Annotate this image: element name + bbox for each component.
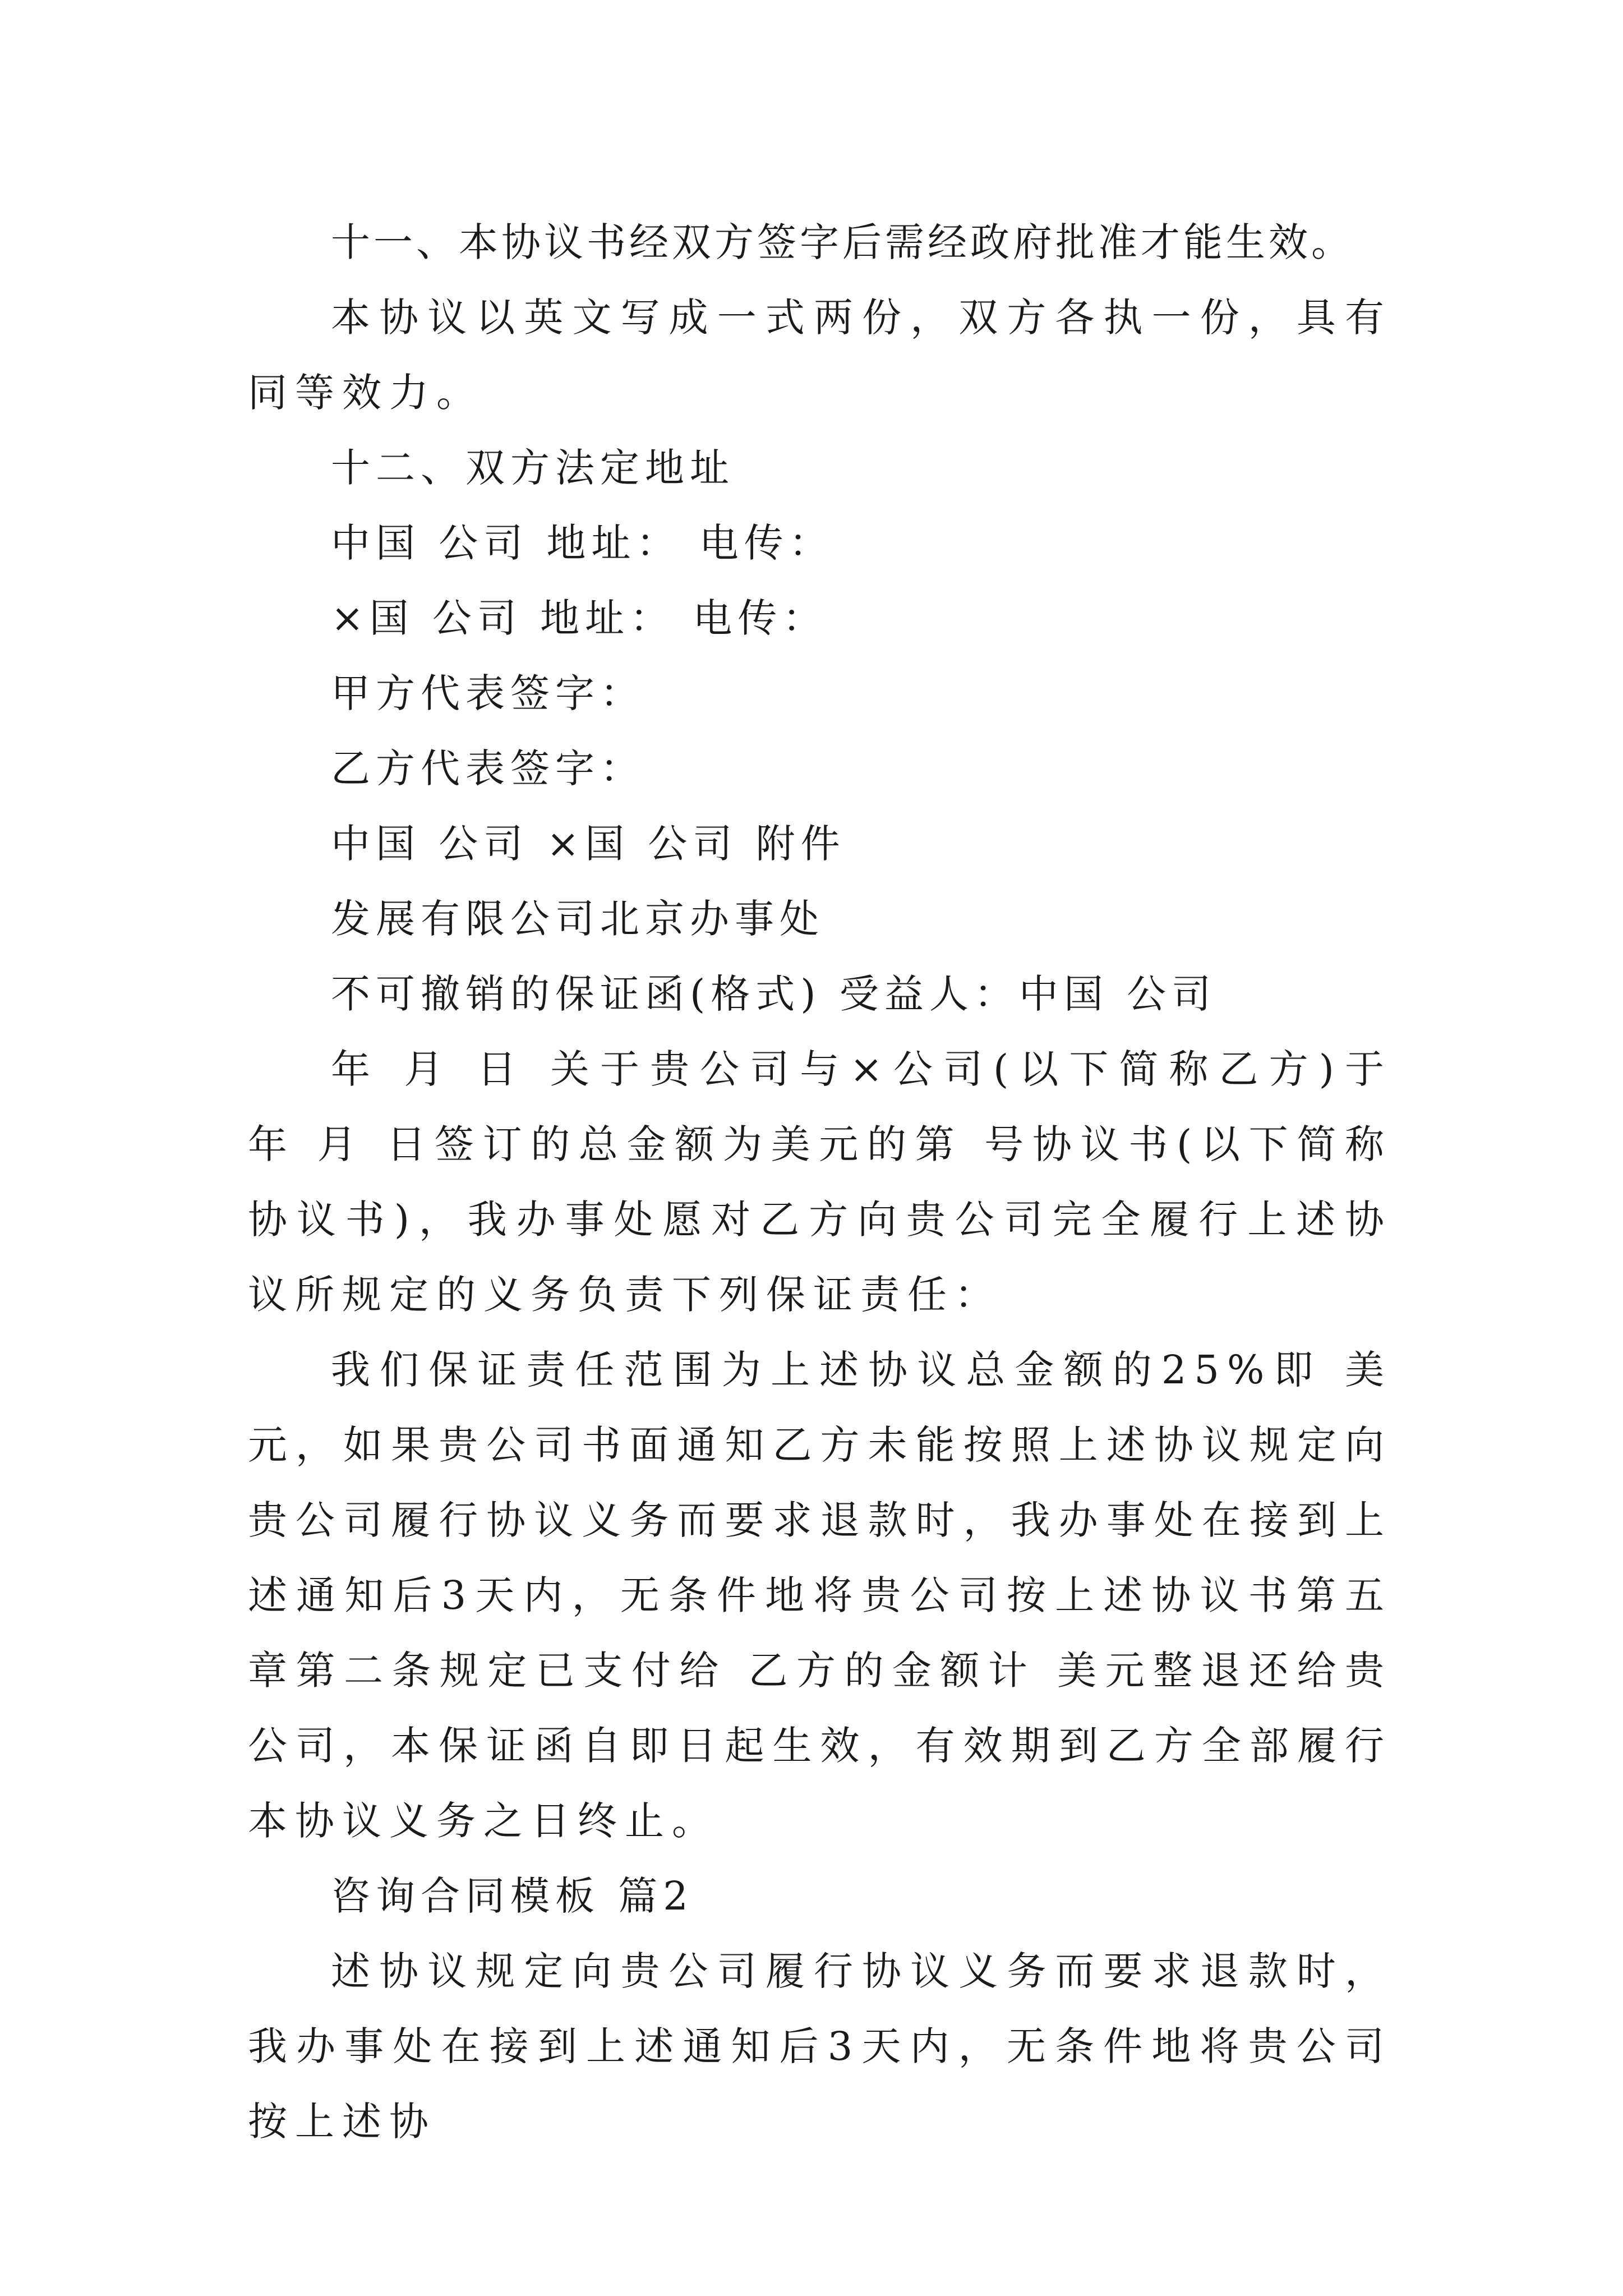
paragraph-guarantee-letter-title: 不可撤销的保证函(格式) 受益人：中国 公司 [331,971,1217,1017]
paragraph-foreign-company-address: ×国 公司 地址： 电传： [331,595,828,641]
paragraph-guarantee-intro: 年 月 日 关于贵公司与×公司(以下简称乙方)于 年 月 日签订的总金额为美元的第 号协议书(以下简称协议书)，我办事处愿对乙方向贵公司完全履行上述协议所规定的义务负责下列保证责任： [248,1046,1392,1318]
paragraph-section-heading: 咨询合同模板 篇2 [331,1873,694,1919]
paragraph-party-a-signature: 甲方代表签字： [331,670,645,716]
paragraph-companies-attachment: 中国 公司 ×国 公司 附件 [331,821,846,867]
paragraph-clause-11: 十一、本协议书经双方签字后需经政府批准才能生效。 [331,219,1354,265]
paragraph-beijing-office: 发展有限公司北京办事处 [331,896,824,942]
paragraph-china-company-address: 中国 公司 地址： 电传： [331,520,834,566]
paragraph-clause-12-heading: 十二、双方法定地址 [331,445,735,491]
paragraph-section-2-text: 述协议规定向贵公司履行协议义务而要求退款时，我办事处在接到上述通知后3天内，无条件地将贵公司按上述协 [248,1948,1392,2145]
document-body [248,205,1392,2159]
paragraph-guarantee-scope: 我们保证责任范围为上述协议总金额的25%即 美元，如果贵公司书面通知乙方未能按照上述协议规定向贵公司履行协议义务而要求退款时，我办事处在接到上述通知后3天内，无条件地将贵公司按上述协议书第五章第二条规定已支付给 乙方的金额计 美元整退还给贵公司，本保证函自即日起生效，有效期到乙方全部履行本协议义务之日终止。 [248,1347,1392,1844]
paragraph-party-b-signature: 乙方代表签字： [331,746,645,792]
paragraph-copies-effect: 本协议以英文写成一式两份，双方各执一份，具有同等效力。 [248,295,1392,416]
